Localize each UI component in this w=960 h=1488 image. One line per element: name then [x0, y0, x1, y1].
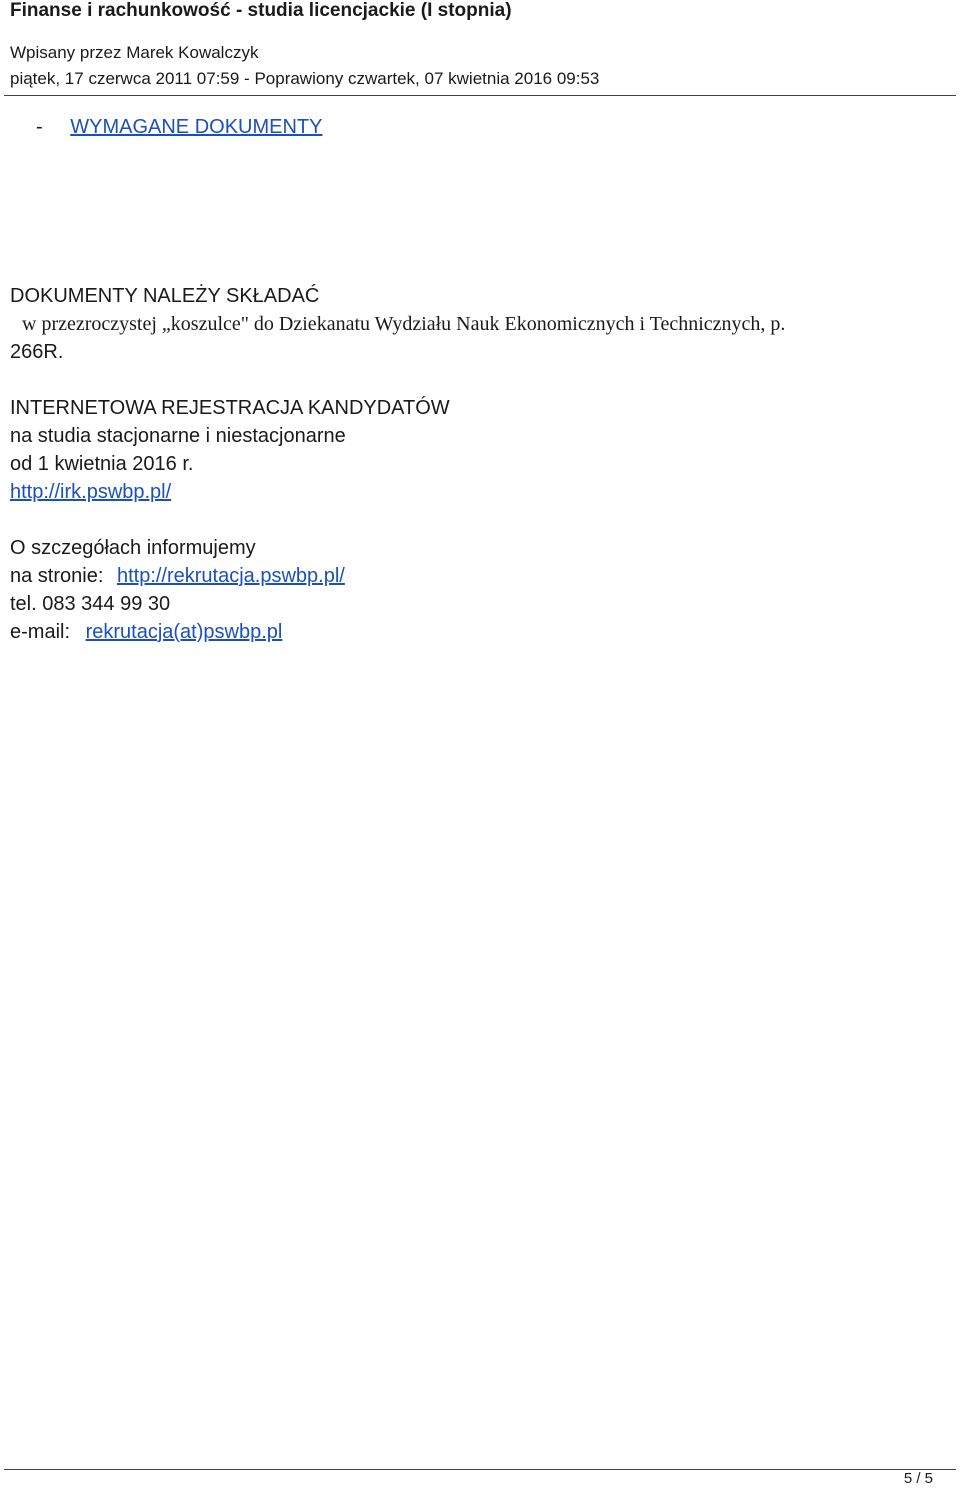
info-website-label: na stronie:	[10, 565, 104, 587]
email-row	[10, 619, 282, 645]
email-link[interactable]: rekrutacja(at)pswbp.pl	[85, 621, 283, 643]
header-divider	[4, 95, 956, 96]
footer-divider	[4, 1469, 956, 1470]
docs-line-1: w przezroczystej „koszulce" do Dziekanatu Wydziału Nauk Ekonomicznych i Technicznych, p.	[22, 313, 786, 335]
date-line: piątek, 17 czerwca 2011 07:59 - Poprawiony czwartek, 07 kwietnia 2016 09:53	[10, 69, 600, 88]
irk-link[interactable]: http://irk.pswbp.pl/	[10, 481, 172, 503]
registration-line-2: od 1 kwietnia 2016 r.	[10, 453, 194, 475]
document-title: Finanse i rachunkowość - studia licencjackie (I stopnia)	[10, 0, 512, 21]
info-line: O szczegółach informujemy	[10, 537, 256, 559]
registration-heading: INTERNETOWA REJESTRACJA KANDYDATÓW	[10, 397, 450, 419]
telephone-line: tel. 083 344 99 30	[10, 593, 171, 615]
wymagane-dokumenty-link[interactable]: WYMAGANE DOKUMENTY	[70, 116, 323, 138]
email-label: e-mail:	[10, 621, 71, 643]
rekrutacja-website-link[interactable]: http://rekrutacja.pswbp.pl/	[116, 565, 345, 587]
docs-heading: DOKUMENTY NALEŻY SKŁADAĆ	[10, 285, 320, 307]
page-number: 5 / 5	[903, 1470, 933, 1487]
info-website-row	[10, 563, 345, 589]
bullet-dash: -	[36, 116, 43, 138]
registration-line-1: na studia stacjonarne i niestacjonarne	[10, 425, 346, 447]
docs-line-2: 266R.	[10, 341, 64, 363]
author-line: Wpisany przez Marek Kowalczyk	[10, 43, 259, 62]
bullet-item	[36, 114, 322, 140]
